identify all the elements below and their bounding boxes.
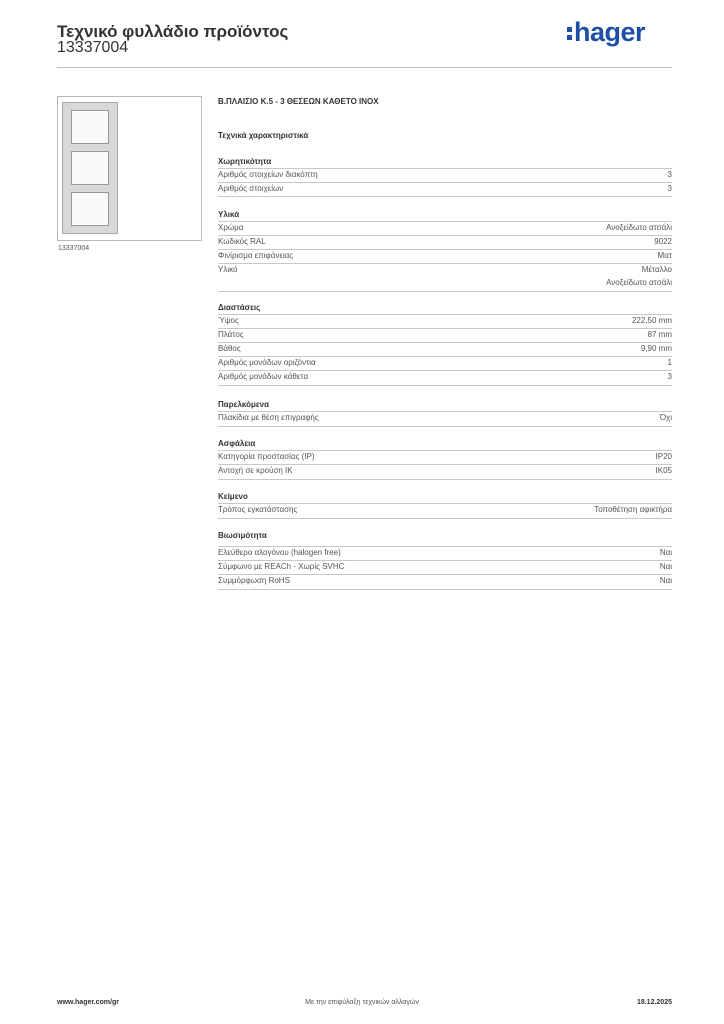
footer-disclaimer: Με την επιφύλαξη τεχνικών αλλαγών [305, 999, 419, 1006]
spec-row [218, 464, 672, 480]
spec-row [218, 182, 672, 197]
spec-row [218, 356, 672, 370]
spec-label: Συμμόρφωση RoHS [218, 576, 290, 585]
image-caption: 13337004 [58, 245, 90, 252]
spec-label: Αριθμός μονάδων κάθετα [218, 372, 309, 381]
product-image [57, 96, 202, 241]
spec-label: Ελεύθερο αλογόνου (halogen free) [218, 548, 341, 557]
spec-label: Αριθμός μονάδων οριζόντια [218, 358, 316, 367]
spec-value: Ναι [659, 576, 672, 585]
spec-label: Κατηγορία προστασίας (IP) [218, 452, 315, 461]
section-title: Υλικά [218, 210, 240, 219]
spec-value: 3 [667, 184, 672, 193]
section-title: Κείμενο [218, 492, 248, 501]
spec-label: Υλικό [218, 265, 238, 274]
frame-opening-1 [71, 110, 109, 144]
logo-dots-icon [567, 24, 572, 43]
spec-value: Όχι [659, 413, 672, 422]
spec-row [218, 546, 672, 560]
spec-value: IK05 [655, 466, 672, 475]
spec-value: Ναι [659, 562, 672, 571]
spec-value: IP20 [655, 452, 672, 461]
product-name: Β.ΠΛΑΙΣΙΟ Κ.5 - 3 ΘΕΣΕΩΝ ΚΑΘΕΤΟ INOX [218, 97, 379, 106]
spec-label: Αριθμός στοιχείων διακόπτη [218, 170, 318, 179]
section-title: Παρελκόμενα [218, 400, 270, 409]
spec-row [218, 235, 672, 249]
specs-heading: Τεχνικά χαρακτηριστικά [218, 131, 309, 140]
spec-value: Ματ [657, 251, 672, 260]
spec-value: 222,50 mm [631, 316, 672, 325]
spec-value: 9022 [654, 237, 672, 246]
spec-value: 3 [667, 372, 672, 381]
spec-row [218, 411, 672, 427]
spec-value: Ναι [659, 548, 672, 557]
hager-logo [567, 17, 645, 48]
footer-website: www.hager.com/gr [57, 999, 119, 1006]
spec-value: Τοποθέτηση αφικτήρα [594, 505, 672, 514]
spec-value: 3 [667, 170, 672, 179]
section-title: Χωρητικότητα [218, 157, 272, 166]
spec-label: Χρώμα [218, 223, 244, 232]
section-title: Διαστάσεις [218, 303, 261, 312]
spec-value: Ανοξείδωτο ατσάλι [606, 223, 672, 232]
spec-row [218, 168, 672, 182]
section-title: Βιωσιμότητα [218, 531, 267, 540]
spec-row [218, 328, 672, 342]
spec-label: Τρόπος εγκατάστασης [218, 505, 298, 514]
spec-label: Πλάτος [218, 330, 244, 339]
footer-date: 18.12.2025 [636, 999, 672, 1006]
spec-row [218, 450, 672, 464]
spec-value: 9,90 mm [640, 344, 672, 353]
spec-label: Ύψος [218, 316, 239, 325]
spec-row [218, 314, 672, 328]
spec-value: 1 [667, 358, 672, 367]
spec-row [218, 249, 672, 263]
logo-text: hager [574, 17, 646, 47]
document-title: Τεχνικό φυλλάδιο προϊόντος [57, 22, 289, 41]
spec-label: Φινίρισμα επιφάνειας [218, 251, 294, 260]
spec-value-secondary: Ανοξείδωτο ατσάλι [606, 278, 672, 287]
spec-row [218, 342, 672, 356]
spec-row [218, 263, 672, 292]
spec-value: 87 mm [647, 330, 672, 339]
spec-row [218, 503, 672, 519]
frame-illustration [62, 102, 118, 234]
frame-opening-2 [71, 151, 109, 185]
frame-opening-3 [71, 192, 109, 226]
spec-row [218, 574, 672, 590]
spec-label: Πλακίδια με θέση επιγραφής [218, 413, 319, 422]
product-code: 13337004 [57, 39, 129, 56]
spec-row [218, 370, 672, 386]
spec-row [218, 560, 672, 574]
spec-label: Αντοχή σε κρούση IK [218, 466, 293, 475]
section-title: Ασφάλεια [218, 439, 256, 448]
spec-row [218, 221, 672, 235]
spec-label: Κωδικός RAL [218, 237, 266, 246]
spec-label: Βάθος [218, 344, 241, 353]
header-divider [57, 67, 672, 68]
spec-label: Σύμφωνο με REACh - Χωρίς SVHC [218, 562, 345, 571]
spec-label: Αριθμός στοιχείων [218, 184, 284, 193]
spec-value: Μέταλλο [641, 265, 672, 274]
